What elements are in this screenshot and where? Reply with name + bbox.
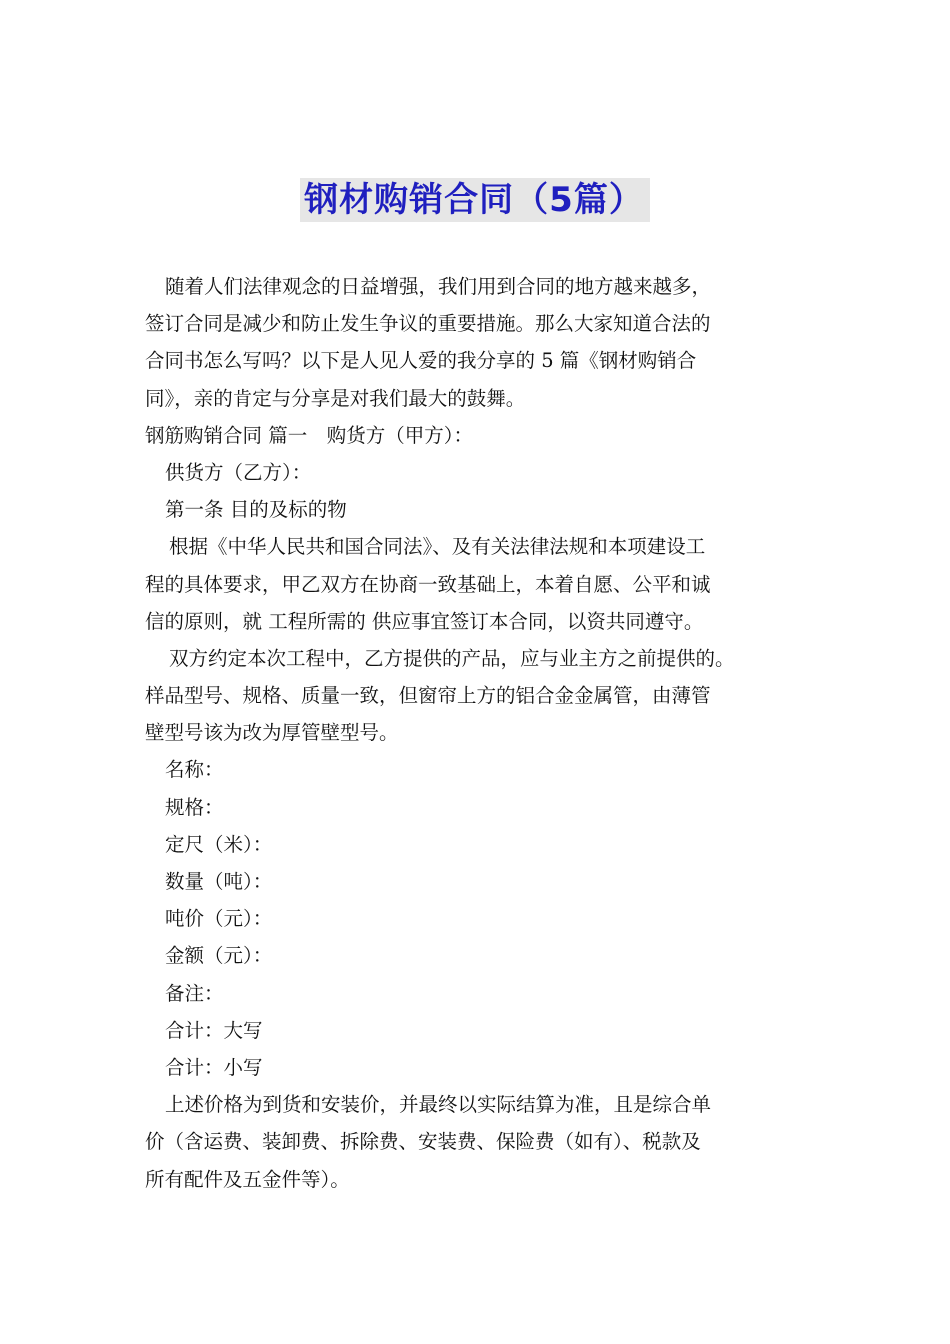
- text-line: 程的具体要求，甲乙双方在协商一致基础上，本着自愿、公平和诚: [145, 572, 711, 596]
- document-body: [145, 268, 815, 1198]
- text-line: 信的原则，就 工程所需的 供应事宜签订本合同，以资共同遵守。: [145, 609, 704, 633]
- text-line: 钢筋购销合同 篇一 购货方（甲方）：: [145, 423, 473, 447]
- text-line: 同》，亲的肯定与分享是对我们最大的鼓舞。: [145, 386, 526, 410]
- title-container: [0, 178, 950, 222]
- text-line: 第一条 目的及标的物: [165, 498, 347, 522]
- text-line: 价（含运费、装卸费、拆除费、安装费、保险费（如有）、税款及: [145, 1130, 701, 1154]
- text-line: 样品型号、规格、质量一致，但窗帘上方的铝合金金属管，由薄管: [145, 684, 711, 708]
- text-line: 供货方（乙方）：: [165, 460, 312, 484]
- text-line: 合计：大写: [165, 1018, 263, 1042]
- text-line: 上述价格为到货和安装价，并最终以实际结算为准，且是综合单: [165, 1093, 712, 1117]
- text-line: 壁型号该为改为厚管壁型号。: [145, 721, 399, 745]
- text-line: 名称：: [165, 758, 224, 782]
- text-line: 规格：: [165, 795, 224, 819]
- text-line: 吨价（元）：: [165, 907, 273, 931]
- document-title: 钢材购销合同（5篇）: [300, 178, 650, 222]
- text-line: 签订合同是减少和防止发生争议的重要措施。那么大家知道合法的: [145, 312, 711, 336]
- text-line: 数量（吨）：: [165, 870, 273, 893]
- text-line: 合计：小写: [165, 1055, 263, 1079]
- text-line: 备注：: [165, 981, 224, 1005]
- text-line: 金额（元）：: [165, 944, 273, 968]
- text-line: 随着人们法律观念的日益增强，我们用到合同的地方越来越多，: [165, 275, 712, 298]
- text-line: 合同书怎么写吗？以下是人见人爱的我分享的 5 篇《钢材购销合: [145, 349, 697, 373]
- text-line: 定尺（米）：: [165, 832, 273, 856]
- text-line: 根据《中华人民共和国合同法》、及有关法律法规和本项建设工: [169, 535, 706, 559]
- text-line: 双方约定本次工程中，乙方提供的产品，应与业主方之前提供的。: [169, 646, 735, 670]
- text-line: 所有配件及五金件等）。: [145, 1167, 350, 1191]
